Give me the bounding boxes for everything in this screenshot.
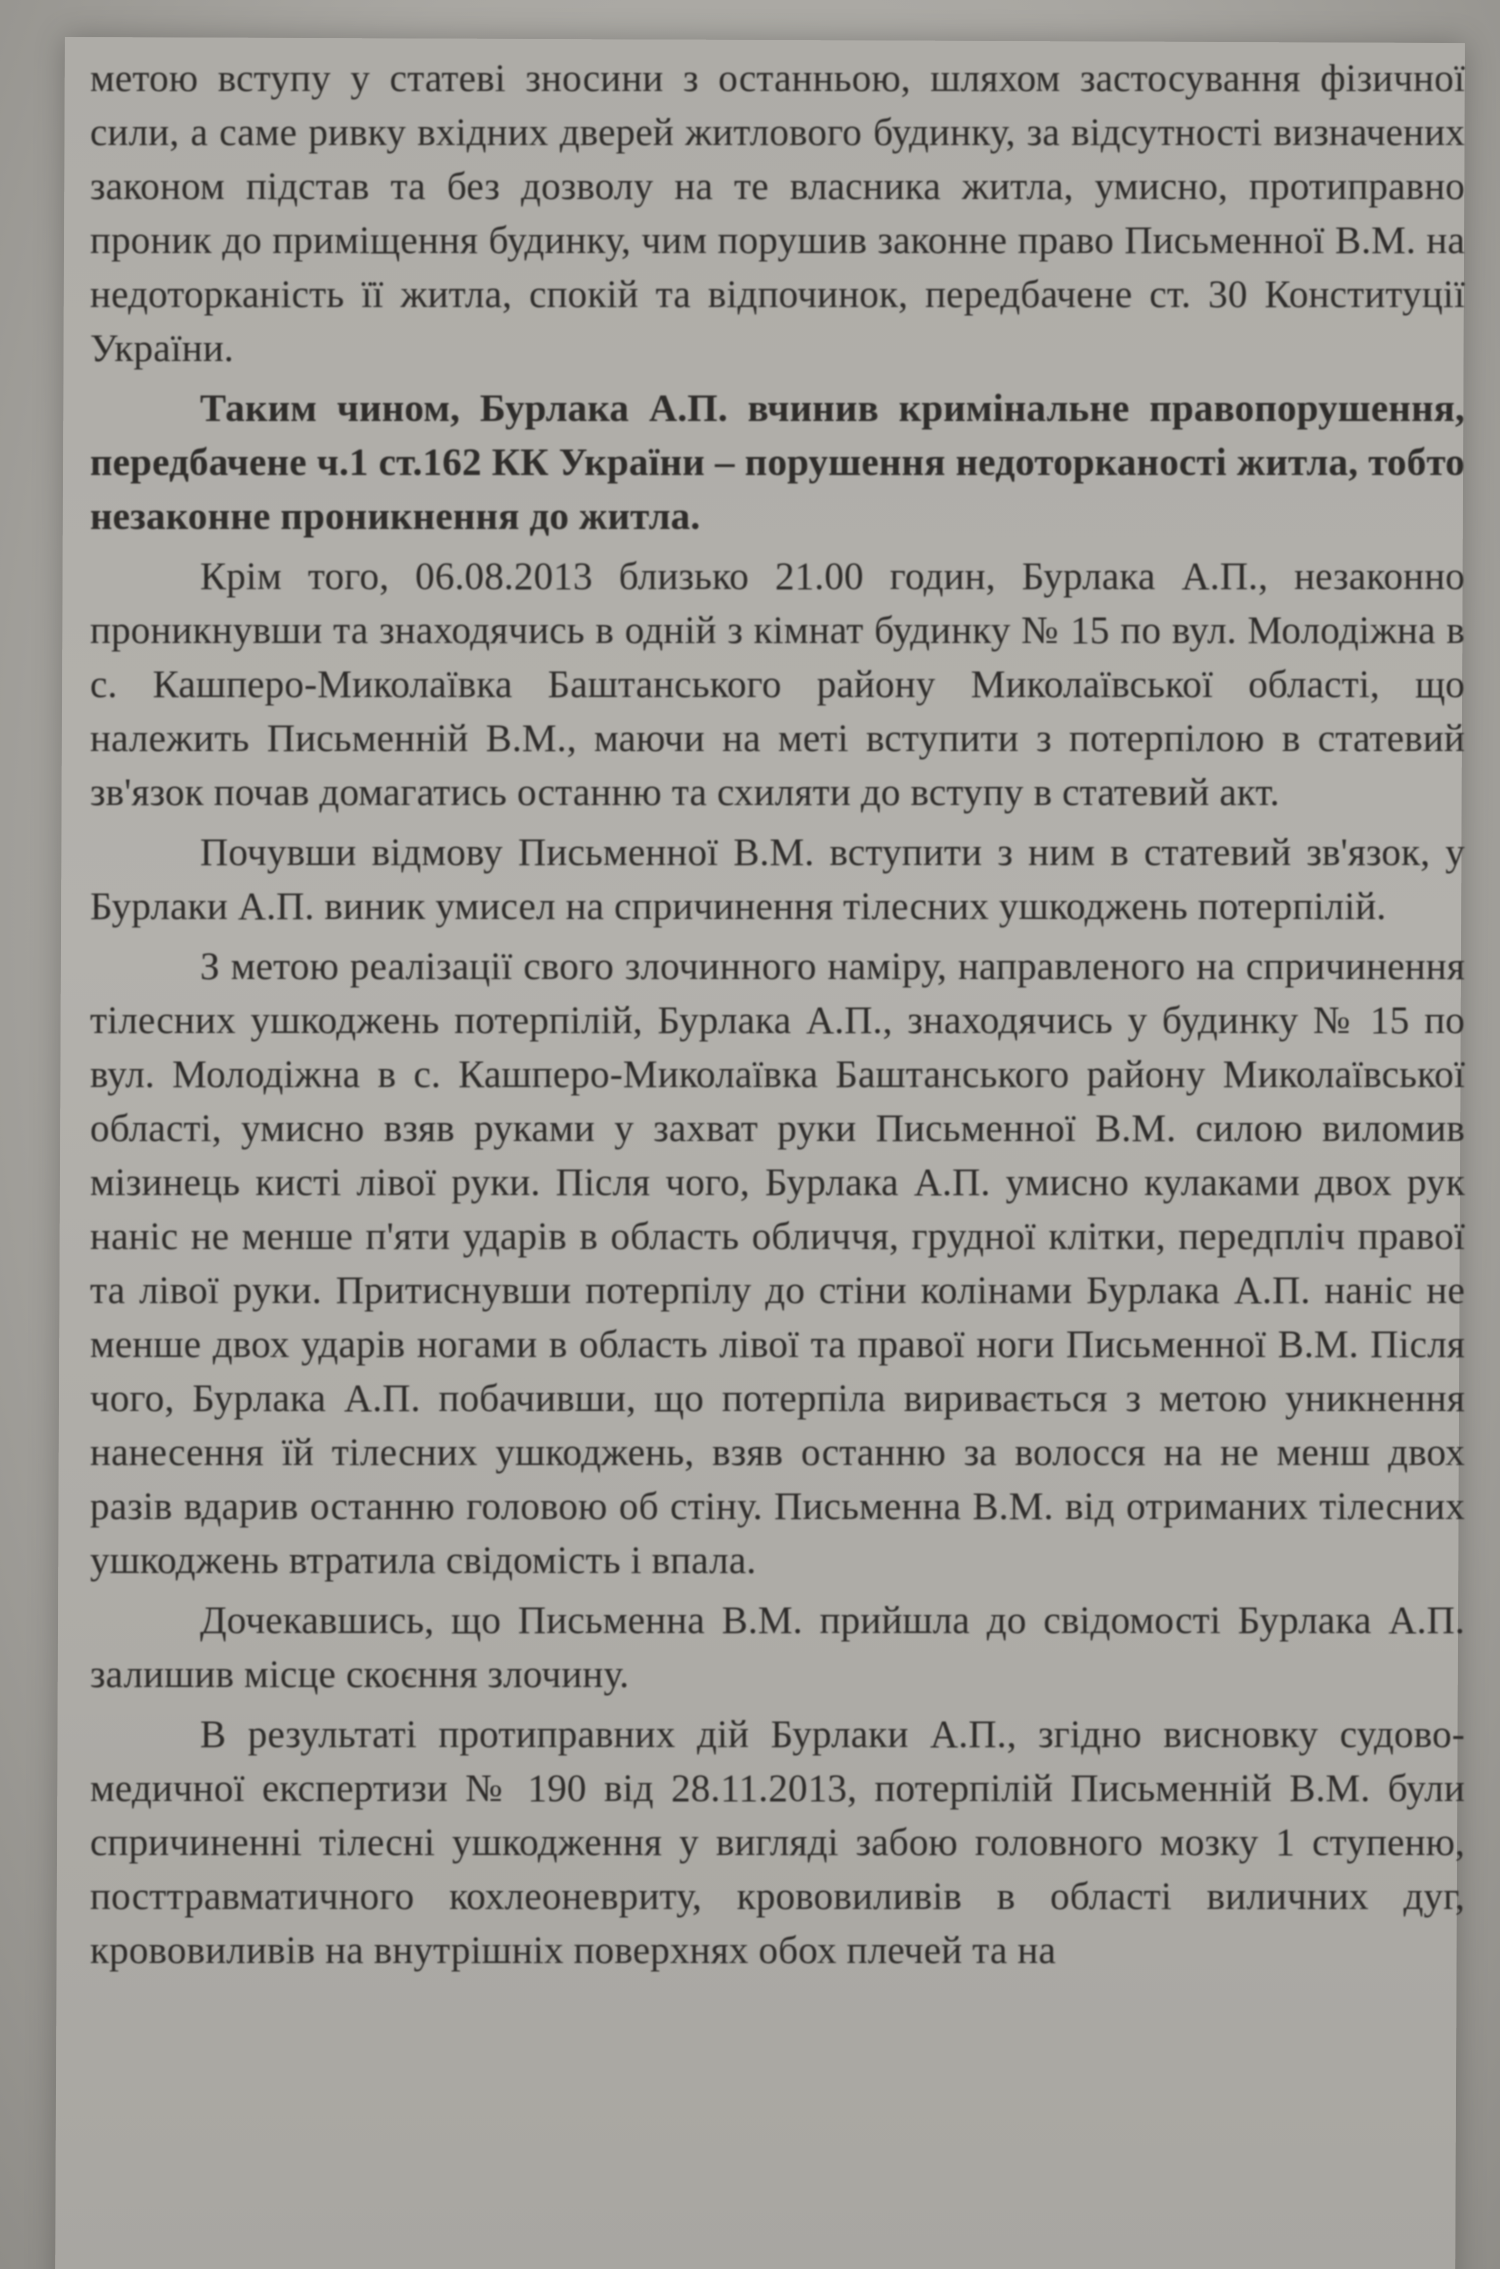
paragraph-legal-qualification: Таким чином, Бурлака А.П. вчинив кримінальне правопорушення, передбачене ч.1 ст.162 КК України – порушення недоторканості житла, тобто незаконне проникнення до житла. <box>90 387 1465 538</box>
paragraph-intrusion-description: метою вступу у статеві зносини з останньою, шляхом застосування фізичної сили, а саме ривку вхідних дверей житлового будинку, за відсутності визначених законом підстав та без дозволу на те власника житла, умисно, протиправно проник до приміщення будинку, чим порушив законне право Письменної В.М. на недоторканість її житла, спокій та відпочинок, передбачене ст. 30 Конституції України. <box>90 57 1465 370</box>
paragraph-assault: З метою реалізації свого злочинного наміру, направленого на спричинення тілесних ушкоджень потерпілій, Бурлака А.П., знаходячись у будинку № 15 по вул. Молодіжна в с. Кашперо-Миколаївка Баштанського району Миколаївської області, умисно взяв руками у захват руки Письменної В.М. силою виломив мізинець кисті лівої руки. Після чого, Бурлака А.П. умисно кулаками двох рук наніс не менше п'яти ударів в область обличчя, грудної клітки, передпліч правої та лівої руки. Притиснувши потерпілу до стіни колінами Бурлака А.П. наніс не менше двох ударів ногами в область лівої та правої ноги Письменної В.М. Після чого, Бурлака А.П. побачивши, що потерпіла виривається з метою уникнення нанесення їй тілесних ушкоджень, взяв останню за волосся на не менш двох разів вдарив останню головою об стіну. Письменна В.М. від отриманих тілесних ушкоджень втратила свідомість і впала. <box>90 945 1465 1582</box>
paragraph-refusal: Почувши відмову Письменної В.М. вступити з ним в статевий зв'язок, у Бурлаки А.П. виник умисел на спричинення тілесних ушкоджень потерпілій. <box>90 831 1465 928</box>
paragraph-medical-findings: В результаті протиправних дій Бурлаки А.П., згідно висновку судово-медичної експертизи № 190 від 28.11.2013, потерпілій Письменній В.М. були спричиненні тілесні ушкодження у вигляді забою головного мозку 1 ступеню, посттравматичного кохлеоневриту, крововиливів в області виличних дуг, крововиливів на внутрішніх поверхнях обох плечей та на <box>90 1713 1465 1972</box>
paragraph-departure: Дочекавшись, що Письменна В.М. прийшла до свідомості Бурлака А.П. залишив місце скоєння злочину. <box>90 1599 1465 1696</box>
paragraph-event-details: Крім того, 06.08.2013 близько 21.00 годин, Бурлака А.П., незаконно проникнувши та знаходячись в одній з кімнат будинку № 15 по вул. Молодіжна в с. Кашперо-Миколаївка Баштанського району Миколаївської області, що належить Письменній В.М., маючи на меті вступити з потерпілою в статевий зв'язок почав домагатись останню та схиляти до вступу в статевий акт. <box>90 555 1465 814</box>
document-text <box>90 52 1465 1978</box>
